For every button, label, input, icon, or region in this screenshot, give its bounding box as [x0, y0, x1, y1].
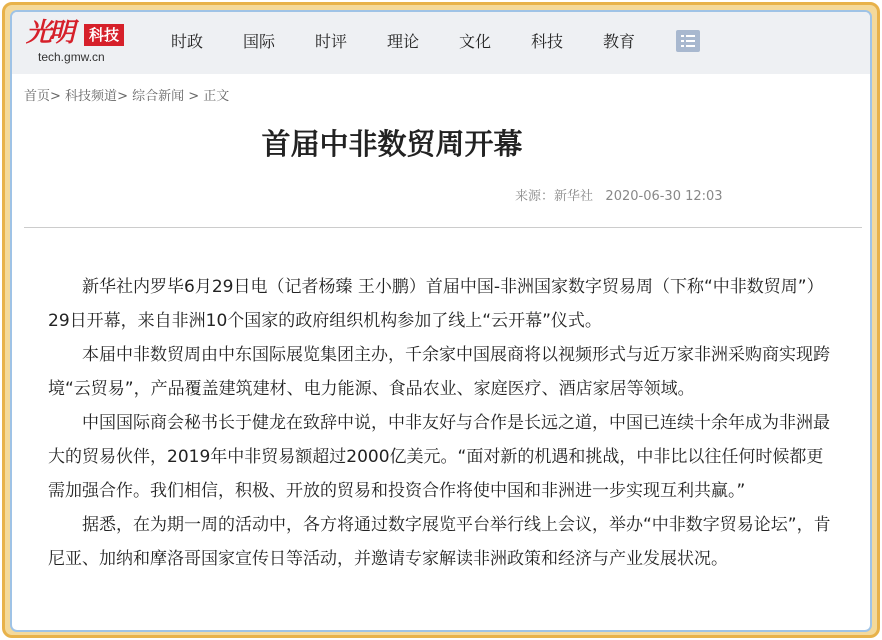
article-paragraph: 新华社内罗毕6月29日电（记者杨臻 王小鹏）首届中国-非洲国家数字贸易周（下称“中非数贸周”）29日开幕，来自非洲10个国家的政府组织机构参加了线上“云开幕”仪式。: [48, 277, 824, 331]
title-divider: [24, 227, 862, 228]
article-title: 首届中非数贸周开幕: [261, 127, 523, 161]
nav-item-international[interactable]: 国际: [243, 32, 276, 51]
nav-item-culture[interactable]: 文化: [459, 32, 492, 51]
site-header: [12, 12, 870, 74]
site-logo[interactable]: [26, 18, 136, 68]
nav-item-tech[interactable]: 科技: [531, 32, 564, 51]
nav-item-theory[interactable]: 理论: [387, 32, 420, 51]
nav-item-politics[interactable]: 时政: [171, 32, 204, 51]
article-date: 2020-06-30 12:03: [605, 189, 723, 204]
logo-mark: 光明: [26, 18, 73, 48]
article-paragraph: 本届中非数贸周由中东国际展览集团主办，千余家中国展商将以视频形式与近万家非洲采购商实现跨境“云贸易”，产品覆盖建筑建材、电力能源、食品农业、家庭医疗、酒店家居等领域。: [48, 345, 830, 399]
nav-item-commentary[interactable]: 时评: [315, 32, 348, 51]
nav-item-education[interactable]: 教育: [603, 32, 636, 51]
article-meta: [515, 188, 723, 206]
breadcrumb-tech-channel[interactable]: 科技频道: [65, 89, 118, 104]
article-paragraph: 据悉，在为期一周的活动中，各方将通过数字展览平台举行线上会议，举办“中非数字贸易论坛”，肯尼亚、加纳和摩洛哥国家宣传日等活动，并邀请专家解读非洲政策和经济与产业发展状况。: [48, 515, 831, 569]
browser-viewport: [10, 10, 872, 632]
breadcrumb-current: 正文: [203, 89, 230, 104]
article-source: 来源：新华社: [515, 189, 594, 204]
breadcrumb-general-news[interactable]: 综合新闻: [132, 89, 185, 104]
breadcrumb: 首页> 科技频道> 综合新闻 > 正文: [24, 89, 230, 104]
article-paragraph: 中国国际商会秘书长于健龙在致辞中说，中非友好与合作是长远之道，中国已连续十余年成为非洲最大的贸易伙伴，2019年中非贸易额超过2000亿美元。“面对新的机遇和挑战，中非比以往任何时候都更需加强合作。我们相信，积极、开放的贸易和投资合作将使中国和非洲进一步实现互利共赢。”: [48, 413, 830, 501]
hamburger-menu-icon[interactable]: [676, 30, 700, 52]
breadcrumb-home[interactable]: 首页: [24, 89, 51, 104]
logo-domain: tech.gmw.cn: [38, 50, 105, 64]
logo-channel-badge: 科技: [84, 24, 124, 46]
article-body: [48, 270, 838, 576]
